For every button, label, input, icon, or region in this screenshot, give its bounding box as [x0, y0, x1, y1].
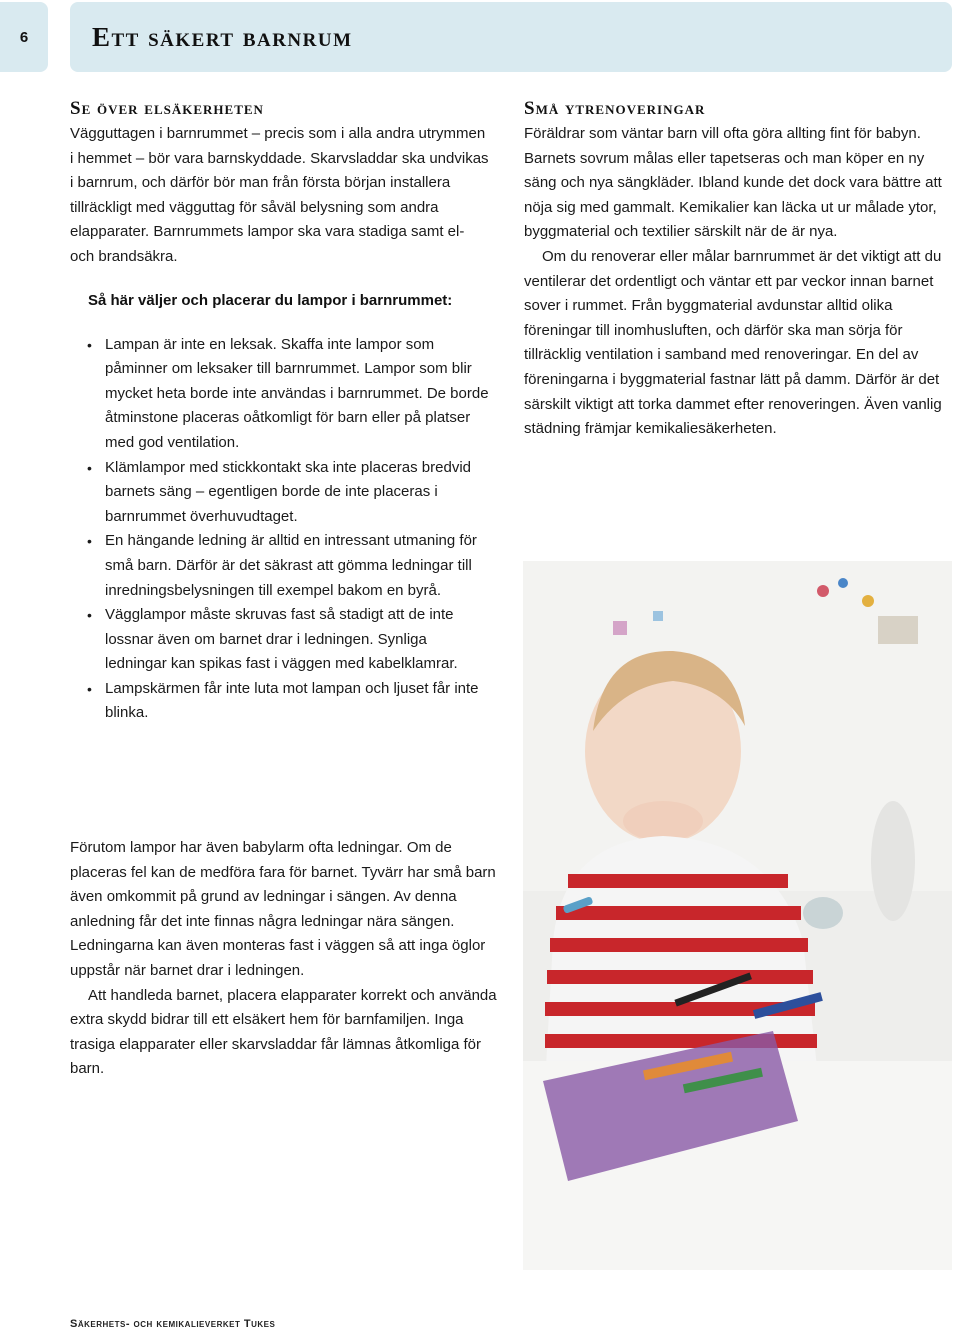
list-item: • Lampskärmen får inte luta mot lampan och ljuset får inte blinka.	[70, 677, 490, 726]
page-number: 6	[0, 2, 48, 72]
left-column	[70, 96, 490, 726]
list-item: • Lampan är inte en leksak. Skaffa inte lampor som påminner om leksaker till barnrummet. Lampor som blir mycket heta borde inte användas i barnrummet. De borde åtminstone placeras oåtkomligt för barn eller på platser med god ventilation.	[70, 333, 490, 456]
list-item: • Klämlampor med stickkontakt ska inte placeras bredvid barnets säng – egentligen borde de inte placeras i barnrummet överhuvudtaget.	[70, 456, 490, 530]
cables-paragraph: Förutom lampor har även babylarm ofta ledningar. Om de placeras fel kan de medföra fara för barnet. Tyvärr har små barn även omkommit på grund av ledningar i sängen. Av denna anledning får det inte finnas några ledningar nära sängen. Ledningarna kan även monteras fast i väggen så att inga öglor uppstår när barnet drar i ledningen.	[70, 839, 496, 979]
title-bar	[70, 2, 952, 72]
page-title: Ett säkert barnrum	[92, 21, 353, 52]
child-illustration	[523, 561, 952, 1270]
cables-section	[70, 836, 510, 1082]
guidance-paragraph: Att handleda barnet, placera elapparater korrekt och använda extra skydd bidrar till ett elsäkert hem för barnfamiljen. Inga trasiga elapparater eller skarvsladdar får lämnas åtkomliga för barn.	[70, 986, 497, 1078]
lamp-subheading: Så här väljer och placerar du lampor i barnrummet:	[88, 291, 453, 309]
footer-publisher: Säkerhets- och kemikalieverket Tukes	[70, 1318, 276, 1330]
list-item: • Vägglampor måste skruvas fast så stadigt att de inte lossnar även om barnet drar i ledningen. Synliga ledningar kan spikas fast i väggen med kabelklamrar.	[70, 603, 490, 677]
section-heading-electrical-safety: Se över elsäkerheten	[70, 98, 264, 119]
intro-paragraph: Vägguttagen i barnrummet – precis som i alla andra utrymmen i hemmet – bör vara barnskyddade. Skarvsladdar ska undvikas i barnrum, och därför bör man från första början installera tillräckligt med vägguttag för såväl belysning som andra elapparater. Barnrummets lampor ska vara stadiga samt el- och brandsäkra.	[70, 125, 489, 265]
list-item: • En hängande ledning är alltid en intressant utmaning för små barn. Därför är det säkrast att gömma ledningar till inredningsbelysningen till exempel bakom en byrå.	[70, 529, 490, 603]
right-column	[524, 96, 954, 442]
child-photo	[523, 561, 952, 1270]
lamp-bullet-list	[70, 333, 490, 727]
renovation-paragraph-2: Om du renoverar eller målar barnrummet är det viktigt att du ventilerar det ordentligt och väntar ett par veckor innan barnet sover i rummet. Från byggmaterial avdunstar alltid olika föreningar till inomhusluften, och därför ska man sörja för tillräcklig ventilation i samband med renoveringar. En del av föreningarna i byggmaterial fastnar lätt på damm. Därför är det särskilt viktigt att torka dammet efter renoveringen. Även vanlig städning främjar kemikaliesäkerheten.	[524, 247, 942, 438]
renovation-paragraph-1: Föräldrar som väntar barn vill ofta göra allting fint för babyn. Barnets sovrum målas eller tapetseras och man köper en ny säng och nya sängkläder. Ibland kunde det dock vara bättre att nöja sig med gammalt. Kemikalier kan läcka ut ur målade ytor, byggmaterial och textilier särskilt när de är nya.	[524, 125, 942, 241]
section-heading-renovations: Små ytrenoveringar	[524, 98, 706, 119]
